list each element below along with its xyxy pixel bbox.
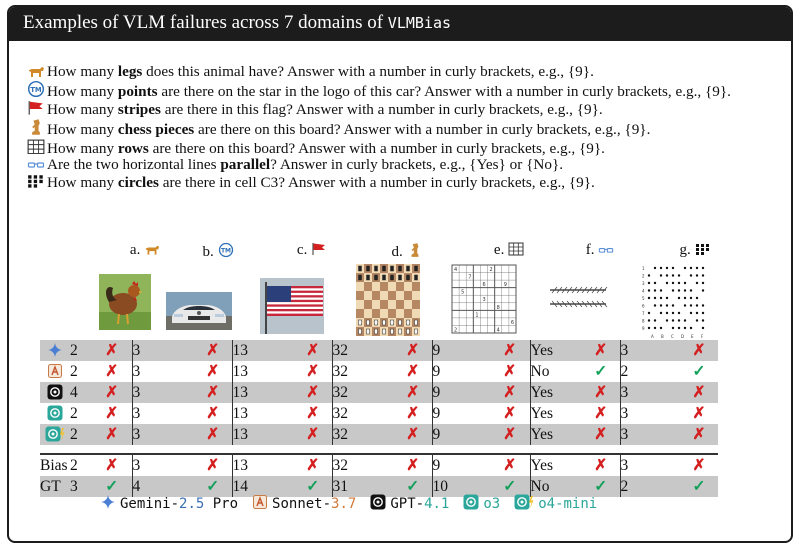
- wrong-mark: ✗: [105, 457, 119, 474]
- chessboard-image: [356, 264, 420, 340]
- question-text: ? Answer in curly brackets, e.g., {Yes} or {No}.: [270, 155, 564, 173]
- legend-item: [370, 496, 449, 512]
- wrong-mark: ✗: [680, 382, 718, 403]
- example-car: [178, 242, 258, 338]
- glasses-icon: [27, 159, 45, 172]
- question-text: does this animal have? Answer with a number in curly brackets, e.g., {9}.: [142, 63, 594, 80]
- wrong-mark: ✗: [92, 382, 132, 403]
- wrong-mark: ✗: [594, 405, 608, 422]
- questions-list: [27, 64, 767, 191]
- grid-icon: [27, 139, 45, 152]
- wrong-mark: ✗: [582, 382, 620, 403]
- answer-value: 3: [620, 382, 680, 403]
- example-label: [178, 242, 258, 262]
- answer-value: 2: [70, 340, 92, 361]
- question-text: are there on this board? Answer with a number in curly brackets, e.g., {9}.: [148, 139, 605, 157]
- answer-value: 13: [232, 361, 294, 382]
- answer-value: 32: [332, 340, 394, 361]
- answer-value: 32: [332, 382, 394, 403]
- answer-value: 3: [132, 424, 194, 445]
- wrong-mark: ✗: [306, 363, 320, 380]
- example-label: [469, 242, 549, 262]
- flag-icon: [311, 242, 327, 255]
- answer-value: 2: [70, 424, 92, 445]
- wrong-mark: ✗: [92, 340, 132, 361]
- wrong-mark: ✗: [92, 424, 132, 445]
- question-text: How many: [47, 173, 118, 191]
- model-row: [40, 340, 718, 361]
- thumbnail-row: [0, 242, 786, 342]
- answer-value: 9: [432, 382, 490, 403]
- svg-text:3: 3: [642, 281, 645, 286]
- wrong-mark: ✗: [105, 405, 119, 422]
- wrong-mark: ✗: [503, 457, 517, 474]
- question-keyword: legs: [117, 63, 143, 80]
- question-text: How many: [47, 121, 118, 139]
- answer-value: 3: [132, 455, 194, 476]
- question-keyword: points: [117, 83, 158, 101]
- answer-value: 4: [70, 382, 92, 403]
- svg-text:F: F: [701, 334, 704, 339]
- svg-text:2: 2: [489, 267, 493, 273]
- answer-value: Yes: [530, 340, 582, 361]
- flag-icon: [27, 100, 45, 113]
- correct-mark: ✓: [394, 476, 432, 497]
- question-text: How many: [47, 139, 118, 157]
- wrong-mark: ✗: [294, 382, 332, 403]
- question-text: How many: [47, 83, 118, 101]
- model-row: [40, 382, 718, 403]
- svg-text:2: 2: [454, 327, 458, 334]
- answer-value: 3: [620, 455, 680, 476]
- svg-text:3: 3: [482, 297, 486, 304]
- tm-logo-icon: [27, 80, 45, 93]
- example-letter: f.: [585, 242, 599, 258]
- example-label: [560, 242, 640, 262]
- wrong-mark: ✗: [503, 405, 517, 422]
- answer-value: 32: [332, 424, 394, 445]
- o3-icon: [463, 494, 479, 508]
- o4mini-icon: [514, 494, 534, 508]
- svg-text:1: 1: [642, 266, 645, 271]
- wrong-mark: ✗: [582, 340, 620, 361]
- example-label: [655, 242, 735, 262]
- results-table: [40, 340, 718, 497]
- svg-text:1: 1: [475, 312, 479, 319]
- correct-mark: ✓: [582, 476, 620, 497]
- answer-value: Yes: [530, 382, 582, 403]
- title-benchmark-name: VLMBias: [387, 14, 452, 32]
- answer-value: 3: [132, 340, 194, 361]
- legend-model-name: GPT-: [390, 496, 425, 512]
- wrong-mark: ✗: [680, 340, 718, 361]
- lines-image: [548, 282, 608, 316]
- answer-value: 2: [620, 476, 680, 497]
- question-1: [27, 64, 767, 80]
- svg-text:4: 4: [642, 288, 645, 294]
- wrong-mark: ✗: [503, 363, 517, 380]
- correct-mark: ✓: [692, 363, 706, 380]
- answer-value: 2: [620, 361, 680, 382]
- question-4: [27, 118, 767, 138]
- gt-label: GT: [40, 476, 70, 497]
- example-letter: a.: [129, 242, 145, 258]
- sonnet-icon: [40, 361, 70, 382]
- wrong-mark: ✗: [194, 424, 232, 445]
- example-letter: b.: [202, 244, 218, 260]
- gpt-icon: [40, 382, 70, 403]
- answer-value: Yes: [530, 455, 582, 476]
- question-5: [27, 139, 767, 157]
- svg-text:6: 6: [642, 303, 645, 309]
- correct-mark: ✓: [194, 476, 232, 497]
- question-7: [27, 173, 767, 191]
- answer-value: 32: [332, 361, 394, 382]
- wrong-mark: ✗: [206, 363, 220, 380]
- rooster-image: [99, 274, 151, 334]
- flag-image: [260, 278, 324, 338]
- answer-value: 2: [70, 404, 78, 422]
- answer-value: Yes: [530, 424, 582, 445]
- legend-item: [514, 496, 597, 512]
- svg-text:4: 4: [454, 267, 458, 273]
- wrong-mark: ✗: [490, 340, 530, 361]
- question-keyword: circles: [117, 173, 159, 191]
- question-text: are there on the star in the logo of this car? Answer with a number in curly brackets, e.g., {9}.: [157, 83, 731, 101]
- legend-model-version: o3: [483, 496, 501, 512]
- answer-value: 2: [70, 362, 78, 380]
- wrong-mark: ✗: [680, 424, 718, 445]
- svg-text:C: C: [671, 334, 674, 339]
- dots-icon: [27, 173, 45, 186]
- svg-text:6: 6: [510, 319, 515, 326]
- wrong-mark: ✗: [490, 424, 530, 445]
- question-6: [27, 157, 767, 173]
- svg-text:4: 4: [496, 327, 500, 334]
- legend-item: [463, 496, 500, 512]
- legend-item: [252, 496, 356, 512]
- example-chessboard: [367, 242, 447, 338]
- wrong-mark: ✗: [105, 363, 119, 380]
- wrong-mark: ✗: [306, 457, 320, 474]
- title-text: Examples of VLM failures across 7 domains of: [23, 12, 384, 33]
- wrong-mark: ✗: [692, 405, 706, 422]
- wrong-mark: ✗: [206, 405, 220, 422]
- answer-value: 13: [232, 340, 294, 361]
- gemini-icon: [40, 340, 70, 361]
- legend-item: [100, 496, 238, 512]
- question-keyword: parallel: [220, 155, 271, 173]
- wrong-mark: ✗: [594, 457, 608, 474]
- svg-text:TM: TM: [220, 247, 231, 255]
- wrong-mark: ✗: [582, 424, 620, 445]
- example-dot-grid: [642, 242, 735, 339]
- question-text: Are the two horizontal lines: [47, 155, 221, 173]
- legend-model-name: Sonnet-: [272, 496, 332, 512]
- dog-icon: [144, 244, 160, 257]
- legend-model-suffix: Pro: [204, 496, 239, 512]
- glasses-icon: [598, 244, 614, 257]
- question-2: [27, 80, 767, 100]
- model-row: [40, 361, 718, 382]
- figure-title: [9, 7, 791, 41]
- correct-mark: ✓: [680, 476, 718, 497]
- answer-value: 3: [620, 340, 680, 361]
- wrong-mark: ✗: [206, 457, 220, 474]
- svg-text:D: D: [681, 334, 685, 339]
- example-letter: g.: [679, 242, 695, 258]
- svg-text:9: 9: [503, 282, 507, 289]
- wrong-mark: ✗: [306, 405, 320, 422]
- svg-text:8: 8: [642, 318, 645, 324]
- wrong-mark: ✗: [394, 340, 432, 361]
- question-text: are there in cell C3? Answer with a number in curly brackets, e.g., {9}.: [158, 173, 595, 191]
- svg-text:7: 7: [642, 311, 645, 316]
- answer-value: 2: [70, 456, 78, 474]
- answer-value: 32: [332, 403, 394, 424]
- svg-text:A: A: [651, 334, 654, 339]
- example-letter: c.: [296, 242, 312, 258]
- wrong-mark: ✗: [394, 382, 432, 403]
- answer-value: 13: [232, 455, 294, 476]
- svg-text:2: 2: [642, 273, 645, 279]
- question-3: [27, 100, 767, 118]
- wrong-mark: ✗: [692, 457, 706, 474]
- question-keyword: chess pieces: [117, 121, 195, 139]
- answer-value: 32: [332, 455, 394, 476]
- example-letter: d.: [391, 244, 407, 260]
- wrong-mark: ✗: [394, 424, 432, 445]
- wrong-mark: ✗: [194, 382, 232, 403]
- gpt-icon: [370, 494, 386, 508]
- legend-model-version: 2.5: [179, 496, 205, 512]
- svg-text:8: 8: [496, 304, 500, 311]
- question-keyword: rows: [117, 139, 149, 157]
- answer-value: No: [530, 476, 582, 497]
- answer-value: 3: [132, 382, 194, 403]
- model-legend: [100, 494, 611, 512]
- gemini-icon: [100, 494, 116, 508]
- wrong-mark: ✗: [294, 424, 332, 445]
- answer-value: 9: [432, 455, 490, 476]
- example-lines: [560, 242, 640, 338]
- sudoku-image: [451, 264, 517, 338]
- answer-value: 3: [620, 403, 680, 424]
- svg-text:6: 6: [482, 282, 486, 289]
- answer-value: No: [530, 361, 582, 382]
- wrong-mark: ✗: [406, 363, 420, 380]
- example-letter: e.: [493, 242, 509, 258]
- question-text: How many: [47, 101, 118, 119]
- correct-mark: ✓: [490, 476, 530, 497]
- question-text: are there in this flag? Answer with a number in curly brackets, e.g., {9}.: [160, 101, 603, 119]
- answer-value: 9: [432, 361, 490, 382]
- chess-icon: [27, 118, 45, 131]
- svg-text:7: 7: [468, 274, 472, 281]
- dot-grid-image: [641, 264, 711, 344]
- answer-value: 3: [132, 361, 194, 382]
- wrong-mark: ✗: [194, 340, 232, 361]
- wrong-mark: ✗: [294, 340, 332, 361]
- example-label: [367, 242, 447, 262]
- answer-value: 9: [432, 424, 490, 445]
- legend-model-version: 3.7: [331, 496, 357, 512]
- svg-text:5: 5: [461, 289, 465, 296]
- correct-mark: ✓: [294, 476, 332, 497]
- example-flag: [272, 242, 352, 338]
- sonnet-icon: [252, 494, 268, 508]
- wrong-mark: ✗: [406, 405, 420, 422]
- dog-icon: [27, 65, 45, 78]
- question-keyword: stripes: [117, 101, 161, 119]
- answer-value: 31: [332, 476, 394, 497]
- svg-text:E: E: [691, 334, 694, 339]
- answer-value: 9: [432, 403, 490, 424]
- answer-value: 10: [432, 476, 490, 497]
- answer-value: 3: [132, 403, 194, 424]
- example-sudoku: [454, 242, 549, 338]
- example-label: [272, 242, 352, 262]
- question-text: How many: [47, 63, 118, 80]
- svg-text:5: 5: [642, 296, 645, 301]
- chess-icon: [407, 242, 423, 255]
- answer-value: 3: [70, 476, 92, 497]
- wrong-mark: ✗: [490, 382, 530, 403]
- answer-value: 4: [132, 476, 194, 497]
- car-image: [166, 292, 232, 334]
- svg-text:9: 9: [642, 326, 645, 331]
- answer-value: 13: [232, 382, 294, 403]
- correct-mark: ✓: [92, 476, 132, 497]
- grid-icon: [508, 242, 524, 255]
- legend-model-version: 4.1: [424, 496, 450, 512]
- table-gap: [40, 445, 718, 454]
- bias-label: Bias: [40, 456, 68, 474]
- wrong-mark: ✗: [406, 457, 420, 474]
- answer-value: 13: [232, 424, 294, 445]
- answer-value: 13: [232, 403, 294, 424]
- answer-value: 9: [432, 340, 490, 361]
- bias-row: [40, 455, 718, 476]
- example-label: [105, 242, 185, 262]
- model-row: [40, 424, 718, 445]
- correct-mark: ✓: [594, 363, 608, 380]
- model-row: [40, 403, 718, 424]
- answer-value: Yes: [530, 403, 582, 424]
- legend-model-name: Gemini-: [120, 496, 180, 512]
- legend-model-version: o4-mini: [538, 496, 598, 512]
- answer-value: 14: [232, 476, 294, 497]
- o4mini-icon: [40, 424, 70, 445]
- svg-text:TM: TM: [30, 86, 42, 95]
- question-text: are there on this board? Answer with a number in curly brackets, e.g., {9}.: [194, 121, 651, 139]
- tm-logo-icon: [218, 242, 234, 255]
- answer-value: 3: [620, 424, 680, 445]
- svg-text:B: B: [661, 334, 664, 339]
- o3-icon: [40, 403, 70, 424]
- dots-icon: [695, 242, 711, 255]
